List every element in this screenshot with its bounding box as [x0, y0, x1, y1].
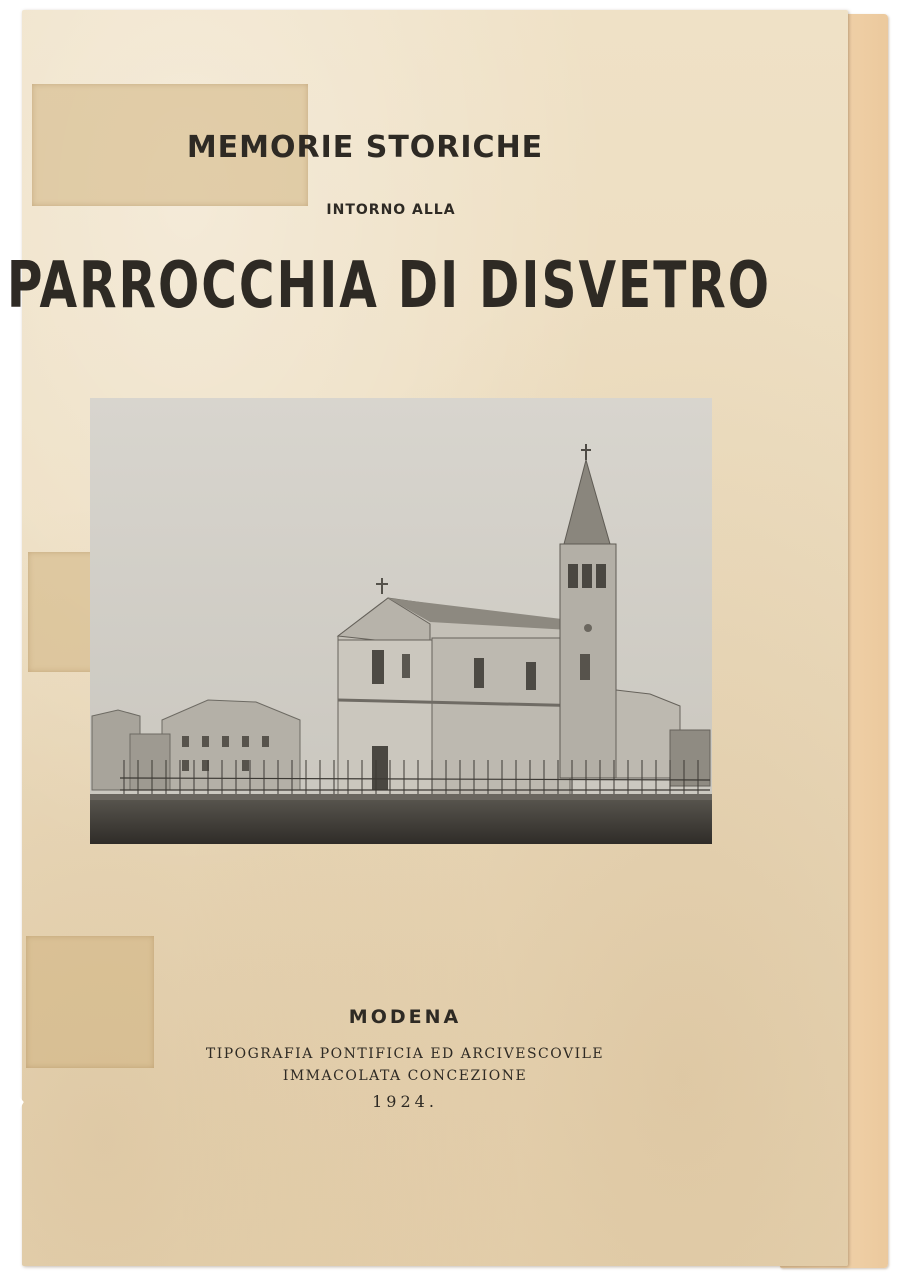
- imprint-year: 1924.: [372, 1092, 438, 1111]
- booklet-cover: [6, 10, 848, 1266]
- church-photograph: [90, 398, 712, 844]
- imprint-printer-line-1: TIPOGRAFIA PONTIFICIA ED ARCIVESCOVILE: [205, 1046, 605, 1062]
- title-memorie-storiche: MEMORIE STORICHE: [186, 130, 544, 165]
- imprint-place: MODENA: [348, 1006, 462, 1028]
- main-title-parrocchia: PARROCCHIA DI DISVETRO: [6, 248, 772, 323]
- imprint-printer-line-2: IMMACOLATA CONCEZIONE: [282, 1068, 528, 1084]
- subtitle-intorno-alla: INTORNO ALLA: [326, 202, 456, 218]
- church-photograph-drawing: [90, 398, 712, 844]
- photo-ground: [90, 796, 712, 844]
